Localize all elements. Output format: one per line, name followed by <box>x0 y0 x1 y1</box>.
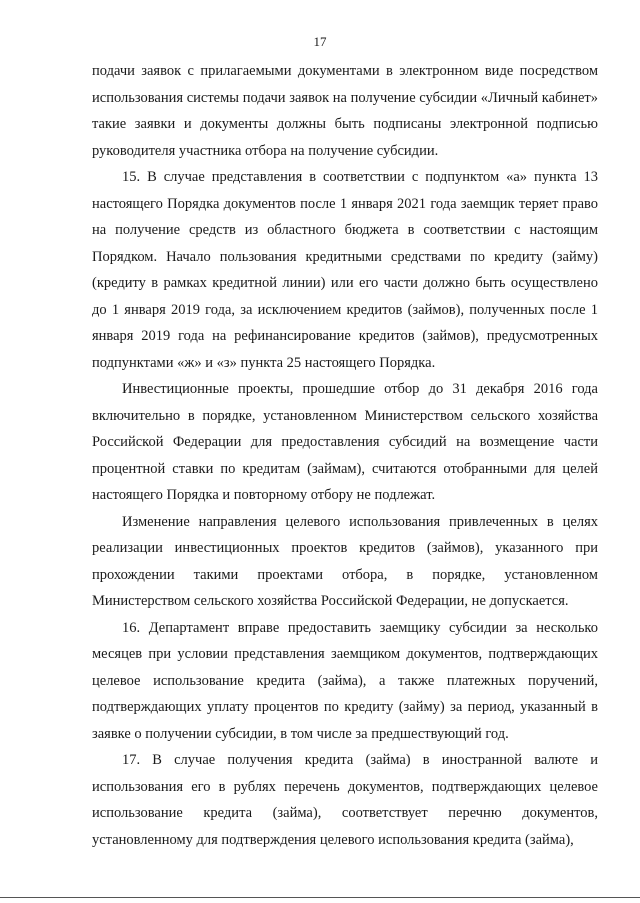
document-body <box>92 58 598 853</box>
page-number: 17 <box>313 34 327 49</box>
paragraph-item-17: 17. В случае получения кредита (займа) в иностранной валюте и использования его в рублях перечень документов, подтверждающих целевое использование кредита (займа), соответствует перечню документов, установленному для подтверждения целевого использования кредита (займа), <box>92 752 598 848</box>
paragraph-purpose-change: Изменение направления целевого использования привлеченных в целях реализации инвестиционных проектов кредитов (займов), указанного при прохождении такими проектами отбора, в порядке, установленном Министерством сельского хозяйства Российской Федерации, не допускается. <box>92 513 598 609</box>
paragraph-investment-projects: Инвестиционные проекты, прошедшие отбор до 31 декабря 2016 года включительно в порядке, установленном Министерством сельского хозяйства Российской Федерации для предоставления субсидий на возмещение части процентной ставки по кредитам (займам), считаются отобранными для целей настоящего Порядка и повторному отбору не подлежат. <box>92 381 598 503</box>
paragraph-continuation: подачи заявок с прилагаемыми документами в электронном виде посредством использования системы подачи заявок на получение субсидии «Личный кабинет» такие заявки и документы должны быть подписаны электронной подписью руководителя участника отбора на получение субсидии. <box>92 63 598 159</box>
page-bottom-edge <box>0 897 640 898</box>
paragraph-item-16: 16. Департамент вправе предоставить заемщику субсидии за несколько месяцев при условии представления заемщиком документов, подтверждающих целевое использование кредита (займа), а также платежных поручений, подтверждающих уплату процентов по кредиту (займу) за период, указанный в заявке о получении субсидии, в том числе за предшествующий год. <box>92 619 598 742</box>
paragraph-item-15: 15. В случае представления в соответствии с подпунктом «а» пункта 13 настоящего Порядка документов после 1 января 2021 года заемщик теряет право на получение средств из областного бюджета в соответствии с настоящим Порядком. Начало пользования кредитными средствами по кредиту (займу) (кредиту в рамках кредитной линии) или его части должно быть осуществлено до 1 января 2019 года, за исключением кредитов (займов), полученных после 1 января 2019 года на рефинансирование кредитов (займов), предусмотренных подпунктами «ж» и «з» пункта 25 настоящего Порядка. <box>92 169 598 371</box>
